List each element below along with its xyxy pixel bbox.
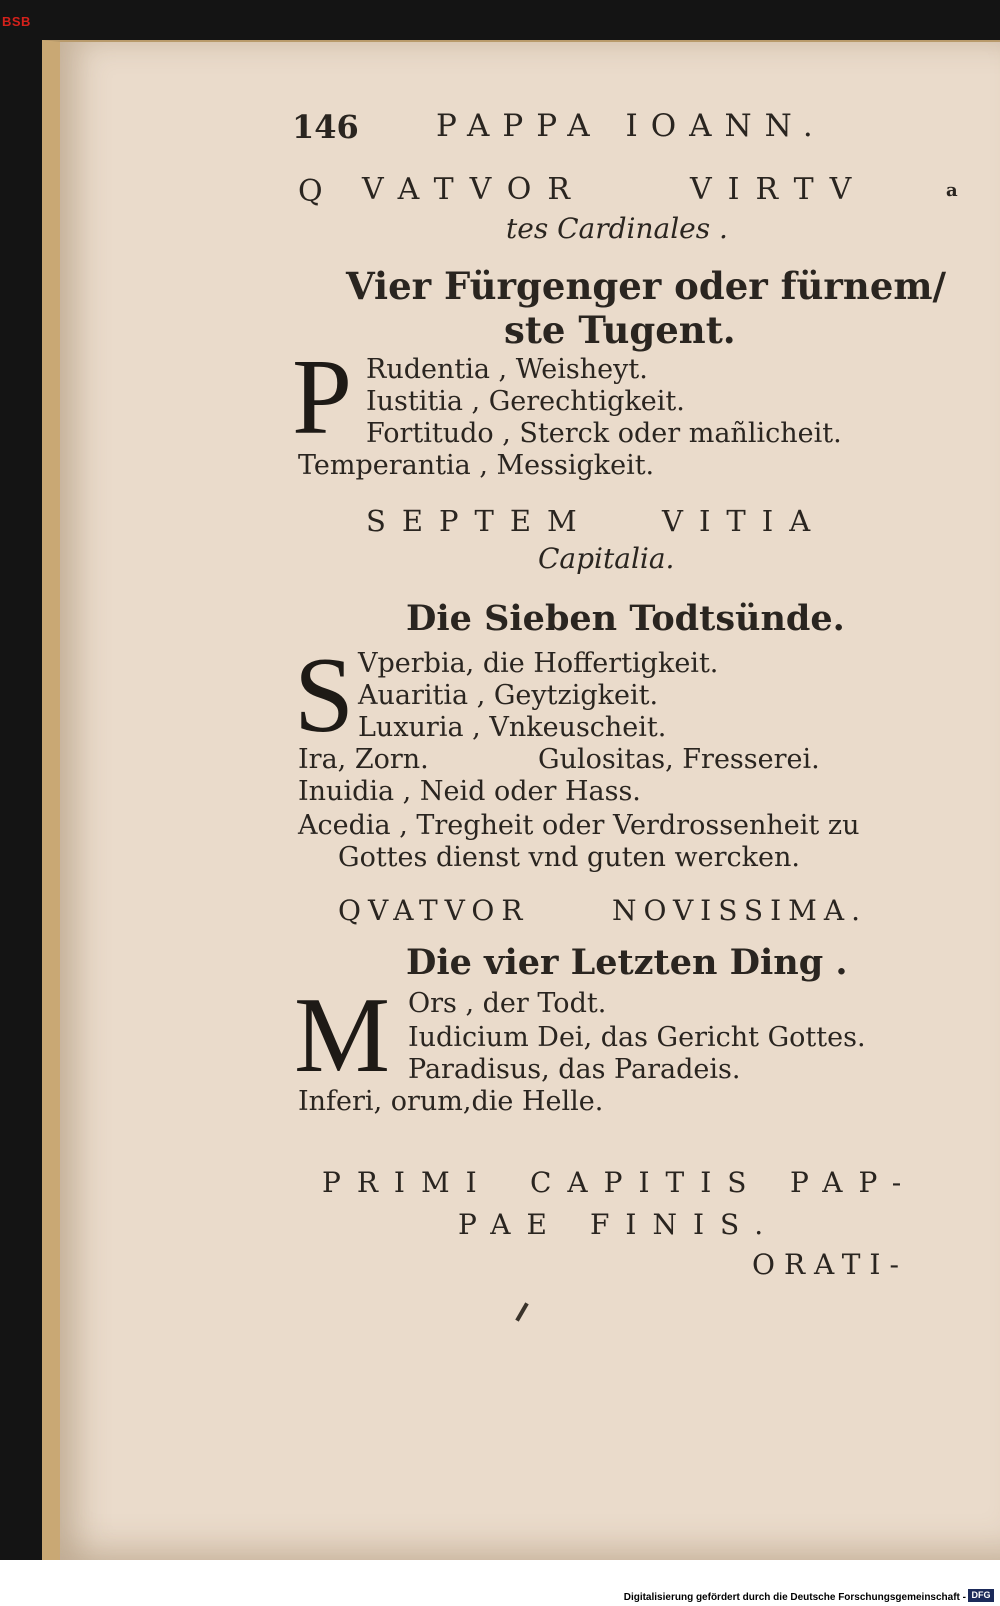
running-title: PAPPA IOANN. [436,108,826,144]
vice-item: Luxuria , Vnkeuscheit. [358,712,667,743]
vices-dropcap: S [294,636,355,755]
novissima-dropcap: M [294,976,391,1095]
page-number: 146 [292,108,359,146]
catchword: ORATI- [752,1248,908,1281]
colophon-primi: PRIMI [322,1166,493,1199]
virtues-dropcap: P [292,338,353,457]
digitization-credit: Digitalisierung gefördert durch die Deutsche Forschungsgemeinschaft - [623,1592,966,1603]
ink-mark [515,1302,528,1321]
novissima-item: Inferi, orum,die Helle. [298,1086,604,1117]
virtues-german-line1: Vier Fürgenger oder fürnem/ [346,264,947,308]
library-watermark: BSB [2,14,31,29]
virtue-item: Rudentia , Weisheyt. [366,354,648,385]
virtues-heading-vatvor: VATVOR [362,172,586,207]
colophon-pap: PAP- [790,1166,918,1199]
book-page [42,40,1000,1562]
virtues-german-line2: ste Tugent. [504,308,736,352]
novissima-item: Ors , der Todt. [408,988,607,1019]
novissima-heading-b: NOVISSIMA. [612,894,867,927]
vices-german-heading: Die Sieben Todtsünde. [406,598,845,639]
virtues-heading-virtv: VIRTV [690,172,868,207]
novissima-item: Iudicium Dei, das Gericht Gottes. [408,1022,866,1053]
virtue-item: Temperantia , Messigkeit. [298,450,655,481]
dfg-logo-badge: DFG [968,1589,994,1602]
vices-heading-septem: SEPTEM [366,504,593,538]
virtues-heading-q: Q [298,174,323,209]
novissima-german-heading: Die vier Letzten Ding . [406,942,848,983]
virtues-heading-line2: tes Cardinales . [506,212,728,245]
colophon-finis: FINIS. [590,1208,780,1241]
vice-item: Vperbia, die Hoffertigkeit. [358,648,719,679]
vices-heading-line2: Capitalia. [538,542,675,575]
vice-item: Auaritia , Geytzigkeit. [358,680,659,711]
novissima-item: Paradisus, das Paradeis. [408,1054,741,1085]
vices-heading-vitia: VITIA [662,504,827,538]
vice-gula: Gulositas, Fresserei. [538,744,820,775]
colophon-pae: PAE [458,1208,563,1241]
virtue-item: Fortitudo , Sterck oder mañlicheit. [366,418,842,449]
vice-ira: Ira, Zorn. [298,744,429,775]
novissima-heading-a: QVATVOR [338,894,530,927]
vice-acedia-line2: Gottes dienst vnd guten wercken. [338,842,800,873]
vice-acedia-line1: Acedia , Tregheit oder Verdrossenheit zu [298,810,860,841]
colophon-capitis: CAPITIS [530,1166,763,1199]
virtues-heading-tail: a [946,180,958,201]
virtue-item: Iustitia , Gerechtigkeit. [366,386,685,417]
vice-inuidia: Inuidia , Neid oder Hass. [298,776,641,807]
